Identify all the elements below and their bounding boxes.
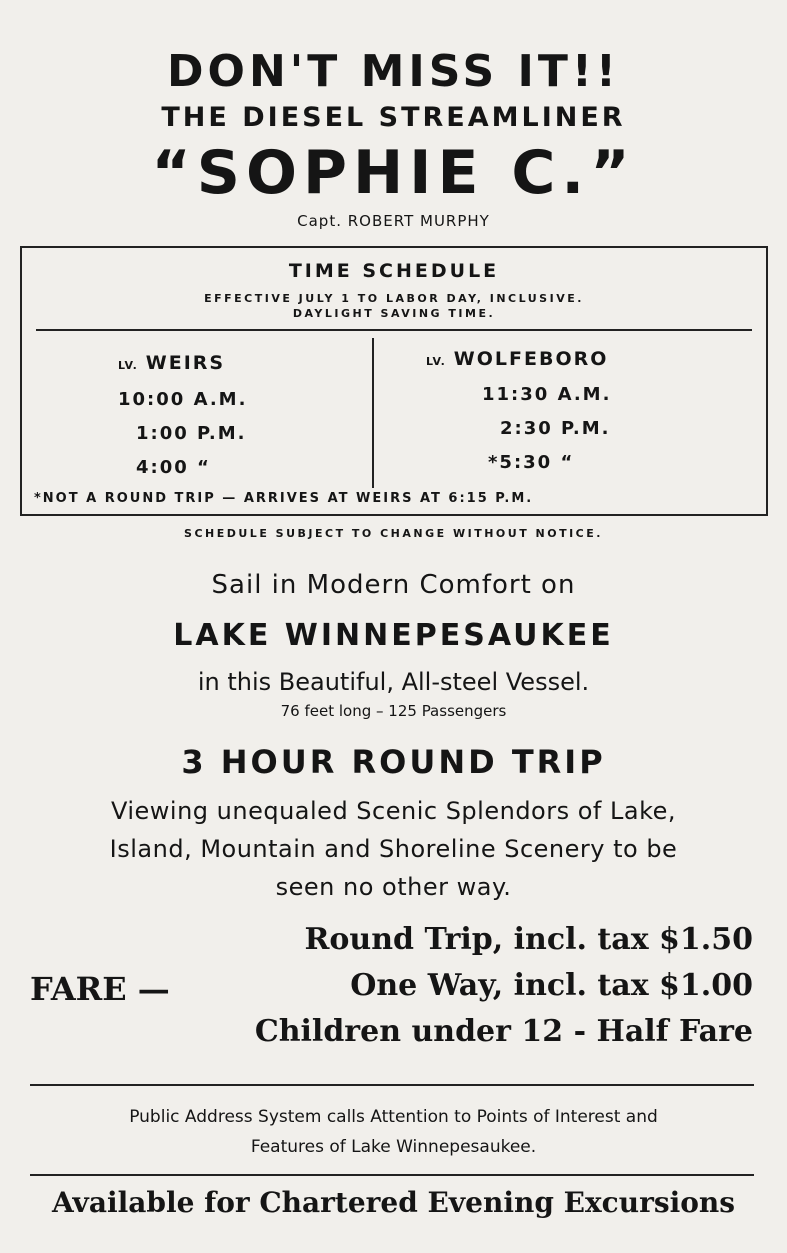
scenery-description (0, 792, 787, 906)
divider-rule (30, 1084, 754, 1086)
time-schedule-box (20, 246, 768, 516)
divider-rule (30, 1174, 754, 1176)
wolfeboro-port: WOLFEBORO (453, 348, 609, 370)
lake-name: LAKE WINNEPESAUKEE (173, 618, 614, 653)
captain-name: Capt. ROBERT MURPHY (297, 212, 490, 230)
subheadline: THE DIESEL STREAMLINER (161, 102, 626, 133)
schedule-effective: EFFECTIVE JULY 1 TO LABOR DAY, INCLUSIVE. (204, 292, 584, 305)
schedule-divider-vertical (372, 338, 374, 488)
vessel-name: “SOPHIE C.” (151, 138, 636, 208)
wolfeboro-lv: LV. (426, 355, 446, 368)
pa-line: Features of Lake Winnepesaukee. (250, 1137, 537, 1157)
weirs-time: 10:00 A.M. (118, 389, 248, 410)
fare-one-way: One Way, incl. tax $1.00 (350, 968, 753, 1003)
wolfeboro-heading (426, 348, 608, 370)
schedule-title: TIME SCHEDULE (288, 260, 500, 282)
wolfeboro-time: 11:30 A.M. (482, 384, 612, 405)
scenery-line: Island, Mountain and Shoreline Scenery to be (109, 835, 678, 863)
weirs-lv: LV. (118, 359, 138, 372)
fare-children: Children under 12 - Half Fare (254, 1014, 753, 1049)
vessel-dimensions: 76 feet long – 125 Passengers (280, 702, 507, 720)
wolfeboro-time: *5:30 “ (488, 452, 575, 473)
scenery-line: Viewing unequaled Scenic Splendors of Lake, (110, 797, 677, 825)
schedule-change-notice: SCHEDULE SUBJECT TO CHANGE WITHOUT NOTICE. (184, 527, 603, 540)
wolfeboro-time: 2:30 P.M. (500, 418, 611, 439)
schedule-divider-horizontal (36, 329, 752, 331)
fare-label: FARE — (30, 970, 170, 1008)
headline: DON'T MISS IT!! (167, 46, 620, 97)
scenery-line: seen no other way. (275, 873, 512, 901)
fare-round-trip: Round Trip, incl. tax $1.50 (304, 922, 753, 957)
schedule-footnote: *NOT A ROUND TRIP — ARRIVES AT WEIRS AT 6:15 P.M. (34, 491, 534, 506)
pa-notice (0, 1102, 787, 1162)
weirs-time: 4:00 “ (136, 457, 211, 478)
weirs-heading (118, 352, 225, 374)
charter-notice: Available for Chartered Evening Excursions (51, 1186, 736, 1219)
weirs-time: 1:00 P.M. (136, 423, 247, 444)
sail-line: Sail in Modern Comfort on (211, 570, 576, 600)
pa-line: Public Address System calls Attention to Points of Interest and (129, 1107, 658, 1127)
schedule-daylight: DAYLIGHT SAVING TIME. (292, 307, 496, 320)
round-trip-heading: 3 HOUR ROUND TRIP (181, 743, 606, 781)
weirs-port: WEIRS (145, 352, 226, 374)
vessel-description: in this Beautiful, All-steel Vessel. (197, 668, 590, 696)
